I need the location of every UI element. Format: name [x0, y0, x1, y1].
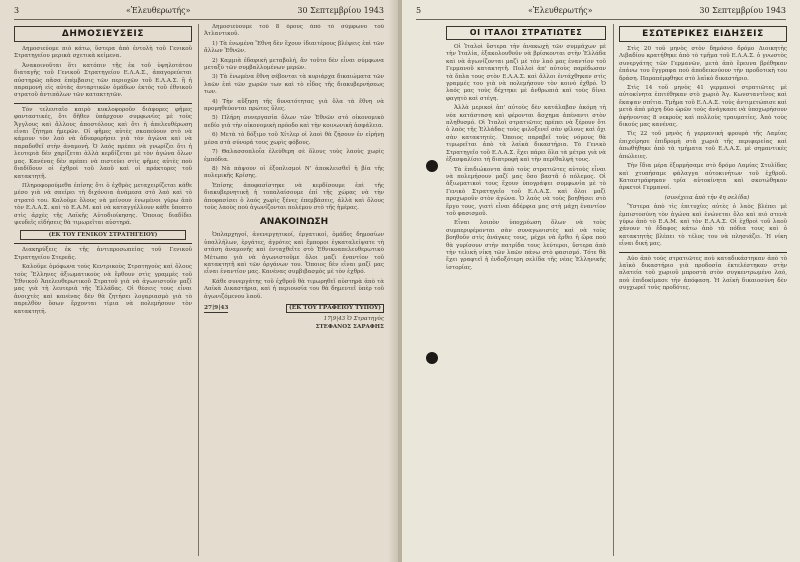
domestic-news-heading: ΕΣΩΤΕΡΙΚΕΣ ΕΙΔΗΣΕΙΣ [619, 26, 787, 42]
right-page-number: 5 [416, 6, 422, 15]
column-divider [613, 24, 614, 556]
signature-date: 17|9|43 [323, 316, 346, 323]
news-paragraph: Στὶς 20 τοῦ μηνὸς στὸν δημόσιο δρόμο Διοικητὴς Λιβαδίου κρατήθηκε ἀπὸ τὸ τμῆμα τοῦ Ε.Λ.Α.Σ. ὁ γνωστὸς συνεργάτης τῶν Γερμανῶν, μετὰ ἀπὸ ἔρευνα βρέθηκαν ἐπάνω του ἔγγραφα ποὺ ἀποδεικνύουν τὴν προδοτικὴ του δράση. Παραπέμφθηκε στὸ λαϊκὸ δικαστήριο. [619, 46, 787, 82]
press-office-label: (ΕΚ ΤΟΥ ΓΡΑΦΕΙΟΥ ΤΥΠΟΥ) [286, 304, 384, 313]
signature-title: Ὁ Στρατηγὸς [347, 316, 384, 323]
charter-item: 4) Τὴν αὔξηση τῆς δυνατότητας γιὰ ὅλα τὰ ἔθνη νὰ προμηθεύονται πρώτες ὕλες. [204, 98, 384, 113]
right-page-date: 30 Σεπτεμβρίου 1943 [699, 6, 786, 15]
right-page [402, 0, 800, 562]
article-paragraph: Ἀλλὰ μερικοὶ ἀπ' αὐτοὺς δὲν κατάλαβαν ἀκόμη τὴ νέα κατάσταση καὶ φέρονται ἄσχημα ἀπέναντι στὸν πληθυσμό. Οἱ Ἰταλοὶ στρατιῶτες πρέπει νὰ ξέρουν ὅτι ὁ λαὸς τῆς Ἑλλάδας τοὺς φιλοξενεῖ σὰν φίλους καὶ ὄχι σὰν κατακτητές. Ὅποιος παραβεῖ τοὺς νόμους θὰ τιμωρεῖται ἀπὸ τὰ λαϊκὰ δικαστήρια. Τὸ Γενικὸ Στρατηγεῖο τοῦ Ε.Λ.Α.Σ. ἔχει πάρει ὅλα τὰ μέτρα γιὰ νὰ ἐξασφαλίσει τὴ διατροφὴ καὶ τὴν περίθαλψή τους. [446, 105, 606, 164]
charter-item: 1) Τὰ ἑνωμένα Ἔθνη δὲν ἔχουν ἰδιαιτέρους βλέψεις ἐπὶ τῶν ἄλλων Ἐθνῶν. [204, 40, 384, 55]
signature-block [204, 316, 384, 331]
announcements-heading: ΔΗΜΟΣΙΕΥΣΕΙΣ [14, 26, 192, 42]
article-paragraph: Ἀνακοινοῦται ὅτι κατόπιν τῆς ἐκ τοῦ ὑψηλοτάτου διαταγῆς τοῦ Γενικοῦ Στρατηγείου Ε.Λ.Α.Σ., ἀπαγορεύεται αὐστηρῶς πᾶσα ἐπέμβασις τῶν περιοχῶν τοῦ Ε.Λ.Α.Σ. ἢ ἡ παραμονὴ εἰς αὐτὰς ἀνταρτικῶν ὁμάδων ἐκτὸς τοῦ ἐθνικοῦ στρατοῦ ἀντιπάλων τῶν κατακτητῶν. [14, 62, 192, 99]
charter-item: 2) Καμμιὰ ἐδαφικὴ μεταβολή, ἂν τοῦτο δὲν εἶναι σύμφωνα μεταξὺ τῶν συμβαλλομένων μερῶν. [204, 57, 384, 72]
charter-item: 8) Νὰ πάψουν οἱ ἐξοπλισμοὶ Ν' ἀποκλεισθεῖ ἡ βία τῆς πολεμικῆς Κρίσης. [204, 165, 384, 180]
binder-hole [426, 352, 438, 364]
news-paragraph: Τὴν ἴδια μέρα ἐξορμήσαμε στὸ δρόμο Λαμίας Στυλίδας καὶ χτυπήσαμε φάλαγγα αὐτοκινήτων τοῦ ἐχθροῦ. Καταστράφηκαν τρία αὐτοκίνητα καὶ σκοτώθηκαν ἀρκετοὶ Γερμανοί. [619, 163, 787, 192]
news-paragraph: Δύο ἀπὸ τοὺς στρατιῶτες ποὺ καταδικάστηκαν ἀπὸ τὸ λαϊκὸ δικαστήριο γιὰ προδοσία ἐκτελέστηκαν στὴν πλατεία τοῦ χωριοῦ μπροστὰ στὸν συγκεντρωμένο λαό, ποὺ ἐπιδοκίμασε τὴν ἀπόφαση. Ἡ λαϊκὴ δικαιοσύνη δὲν συγχωρεῖ τοὺς προδότες. [619, 255, 787, 292]
article-paragraph: Τὰ ἐπιδιώκοντα ἀπὸ τοὺς στρατιῶτες αὐτοὺς εἶναι νὰ πολεμήσουν μαζί μας ὅσο βαστᾶ ὁ πόλεμος. Οἱ ἀξιωματικοὶ τους ἔχουν ὑπογράψει συμφωνία μὲ τὸ Γενικὸ Στρατηγεῖο τοῦ Ε.Λ.Α.Σ. καὶ ὅλοι μαζὶ προχωροῦν στὸν ἀγώνα. Ὁ λαὸς νὰ τοὺς βοηθήσει στὸ ἔργο τους, γιατὶ εἶναι ἀδέρφια μας στὴ μάχη ἐναντίον τοῦ φασισμοῦ. [446, 166, 606, 217]
article-paragraph: Εἶναι λοιπὸν ὑποχρέωση ὅλων νὰ τοὺς συμπεριφέρονται σὰν συναγωνιστὲς καὶ νὰ τοὺς βοηθοῦν στὶς ἀνάγκες τους, μέχρι νὰ ἔρθει ἡ ὥρα ποὺ θὰ γυρίσουν στὴν πατρίδα τους λεύτεροι, ὕστερα ἀπὸ τὴν τελικὴ νίκη τῶν λαῶν πάνω στὸ φασισμό. Τότε θὰ ἔχει γραφτεῖ ἡ ἐνδοξότερη σελίδα τῆς νέας Ἑλληνικῆς ἱστορίας. [446, 220, 606, 271]
charter-item: 3) Τὰ ἑνωμένα ἔθνη σέβονται τὰ κυριάρχα δικαιώματα τῶν λαῶν ἐπὶ τῶν χωρῶν των καὶ τὸ εἶδος τῆς διακυβερνήσεως των. [204, 74, 384, 96]
binder-hole [426, 160, 438, 172]
italian-soldiers-heading: ΟΙ ΙΤΑΛΟΙ ΣΤΡΑΤΙΩΤΕΣ [446, 26, 606, 40]
right-column-2 [619, 24, 787, 556]
article-paragraph: Δημοσιεύομε πιὸ κάτω, ὕστερα ἀπὸ ἐντολὴ τοῦ Γενικοῦ Στρατηγείου μερικὰ σχετικὰ κείμενα. [14, 46, 192, 60]
fold-shadow [388, 0, 398, 562]
signature-name: ΣΤΕΦΑΝΟΣ ΣΑΡΑΦΗΣ [315, 323, 384, 330]
article-paragraph: Πληροφορούμεθα ἐπίσης ὅτι ὁ ἐχθρὸς μεταχειρίζεται κάθε μέσο γιὰ νὰ σπείρει τὴ διχόνοια ἀνάμεσα στὸ λαὸ καὶ τὸ στρατό του. Καλοῦμε ὅλους νὰ μείνουν ἑνωμένοι γύρω ἀπὸ τὸν Ε.Λ.Α.Σ. καὶ τὸ Ε.Α.Μ. καὶ νὰ καταγγέλλουν κάθε ὕποπτο στὶς ἀρχὲς τῆς Λαϊκῆς Αὐτοδιοίκησης. Ὅποιος διαδίδει ψευδεῖς εἰδήσεις θὰ τιμωρεῖται αὐστηρά. [14, 182, 192, 226]
article-paragraph: Δημοσιεύουμε τοῦ 8 ὅρους ἀπὸ τὸ σύμφωνο τοῦ Ἀτλαντικοῦ. [204, 24, 384, 38]
divider [14, 243, 192, 244]
news-paragraph: Τὶς 22 τοῦ μηνὸς ἡ γερμανικὴ φρουρὰ τῆς Λαμίας ἐπιχείρησε ἐπιδρομὴ στὰ χωριὰ τῆς περιφερείας καὶ ἀπωθήθηκε ἀπὸ τὰ τμήματα τοῦ Ε.Λ.Α.Σ. μὲ σημαντικὲς ἀπώλειες. [619, 131, 787, 160]
left-column-2 [204, 24, 384, 556]
article-paragraph: Ὁπλαρχηγοί, ἀνενεργητικοί, ἐργατικοί, ὁμάδες δημοσίων ὑπαλλήλων, ἐργάτες, ἀγρότες καὶ ἔμποροι ἐγκαταλείψατε τὴ στάση ἀναμονῆς καὶ ἐνταχθεῖτε στὸ Ἐθνικοαπελευθερωτικὸ Μέτωπο γιὰ νὰ ἀγωνιστοῦμε ὅλοι μαζὶ ἐναντίον τοῦ κατακτητῆ καὶ τῶν ὀργάνων του. Ὅποιος δὲν εἶναι μαζί μας εἶναι ἐναντίον μας. Κανένας συμβιβασμὸς μὲ τὸν ἐχθρό. [204, 232, 384, 276]
column-divider [198, 24, 199, 556]
article-paragraph: Τὸν τελευταῖο καιρὸ κυκλοφοροῦν διάφορες φῆμες φανταστικές, ὅτι δῆθεν ὑπάρχουν συμφωνίες μὲ τοὺς Ἄγγλους καὶ ἄλλους ἀποστόλους καὶ ὅτι ἡ ἀπελευθέρωση εἶναι ζήτημα ἡμερῶν. Οἱ φῆμες αὐτὲς σκοπεύουν στὸ νὰ κάμουν τὸν λαὸ νὰ ἀδιαφορήσει γιὰ τὸν ἀγώνα καὶ νὰ παραδοθεῖ στὴν ἀναμονή. Ὁ λαὸς πρέπει νὰ γνωρίζει ὅτι ἡ λευτεριὰ δὲν χαρίζεται ἀλλὰ κερδίζεται μὲ τὸν ἀγώνα ὅλων μας. Κανένας δὲν πρέπει νὰ πιστεύει στὶς φῆμες αὐτὲς ποὺ διαδίδουν οἱ ἐχθροὶ τοῦ λαοῦ καὶ οἱ πράκτορες τοῦ κατακτητῆ. [14, 106, 192, 180]
divider [14, 103, 192, 104]
notice-date: 27|9|43 [204, 305, 228, 313]
left-page-date: 30 Σεπτεμβρίου 1943 [297, 6, 384, 15]
news-paragraph: Ὕστερα ἀπὸ τὶς ἐπιτυχίες αὐτὲς ὁ λαὸς βλέπει μὲ ἐμπιστοσύνη τὸν ἀγώνα καὶ ἑνώνεται ὅλο καὶ πιὸ στενὰ γύρω ἀπὸ τὸ Ε.Α.Μ. καὶ τὸν Ε.Λ.Α.Σ. Οἱ ἐχθροὶ τοῦ λαοῦ χάνουν τὸ ἔδαφος κάτω ἀπὸ τὰ πόδια τους καὶ ὁ κατακτητὴς βλέπει τὸ τέλος του νὰ πλησιάζει. Ἡ νίκη εἶναι δική μας. [619, 204, 787, 248]
left-page-masthead: «Ἐλευθερωτής» [125, 6, 191, 15]
right-page-header [416, 6, 786, 20]
charter-item: 6) Μετὰ τὸ δόξιμο τοῦ Χίτλερ οἱ λαοὶ θὰ ζήσουν ἐν εἰρήνῃ μέσα στὰ σύνορά τους χωρὶς φόβους. [204, 132, 384, 146]
charter-item: 5) Πλήρη συνεργασία ὅλων τῶν Ἐθνῶν στὸ οἰκονομικὸ πεδίο γιὰ τὴν οἰκονομικὴ πρόοδο καὶ τὴν κοινωνικὴ ἀσφάλεια. [204, 115, 384, 129]
left-column-1 [14, 24, 192, 556]
notice-heading: ΑΝΑΚΟΙΝΩΣΗ [259, 217, 329, 228]
article-paragraph: Οἱ Ἰταλοὶ ὕστερα τὴν ἀνακωχὴ τῶν συμμάχων μὲ τὴν Ἰταλία, ἐξακολουθοῦν νὰ βρίσκονται στὴν Ἑλλάδα καὶ νὰ ἀγωνίζονται μαζὶ μὲ τὸν λαό μας ἐναντίον τοῦ Γερμανοῦ κατακτητῆ. Πολλοὶ ἀπ' αὐτοὺς παρέδωσαν τὰ ὅπλα τους στὸν Ε.Λ.Α.Σ. καὶ ἄλλοι ἐντάχθηκαν στὶς γραμμές του γιὰ νὰ πολεμήσουν τὸν κοινὸ ἐχθρό. Ὁ λαός μας τοὺς δέχτηκε μὲ ἀνθρωπιὰ καὶ τοὺς δίνει φαγητὸ καὶ στέγη. [446, 44, 606, 102]
right-page-masthead: «Ἐλευθερωτής» [527, 6, 593, 15]
right-column-1 [446, 24, 606, 556]
left-page [0, 0, 398, 562]
left-page-header [14, 6, 384, 20]
article-paragraph: Κάθε συνεργάτης τοῦ ἐχθροῦ θὰ τιμωρηθεῖ αὐστηρὰ ἀπὸ τὰ Λαϊκὰ Δικαστήρια, καὶ ἡ περιουσία του θὰ δημευτεῖ ὑπὲρ τοῦ ἀγωνιζόμενου λαοῦ. [204, 278, 384, 300]
divider [619, 252, 787, 253]
notice-footer [204, 304, 384, 313]
news-paragraph: Στὶς 14 τοῦ μηνὸς 41 γερμανοὶ στρατιῶτες μὲ αὐτοκίνητα ἐπιτέθηκαν στὸ χωριὸ Ἀγ. Κωνσταντῖνος καὶ ἔκαψαν σπίτια. Τμῆμα τοῦ Ε.Λ.Α.Σ. τοὺς ἀντιμετώπισε καὶ μετὰ ἀπὸ μάχη δύο ὡρῶν τοὺς ἀνάγκασε νὰ ὑποχωρήσουν ἀφήνοντας 8 νεκροὺς καὶ πολλοὺς τραυματίες. Ἀπὸ τοὺς δικούς μας κανένας. [619, 85, 787, 129]
article-paragraph: Διακηρύξεις ἐκ τῆς ἀντιπροσωπείας τοῦ Γενικοῦ Στρατηγείου Στερεᾶς. [14, 247, 192, 261]
source-label: (ΕΚ ΤΟΥ ΓΕΝΙΚΟΥ ΣΤΡΑΤΗΓΕΙΟΥ) [20, 230, 186, 240]
article-paragraph: Καλοῦμε ὁμόφωνα τοὺς Κεντρικοὺς Στρατηγοὺς καὶ ὅλους τοὺς Ἕλληνες ἀξιωματικοὺς νὰ ἔρθουν στὶς γραμμὲς τοῦ Ἐθνικοῦ Ἀπελευθερωτικοῦ Στρατοῦ γιὰ νὰ ἀγωνιστοῦν μαζί μας γιὰ τὴ λευτεριὰ τῆς Ἑλλάδας. Οἱ θέσεις τους εἶναι ἀνοιχτὲς καὶ κανένας δὲν θὰ ζητήσει λογαριασμὸ γιὰ τὸ παρελθὸν ὅσων ἔρχονται τίμια νὰ πολεμήσουν τὸν κατακτητή. [14, 264, 192, 315]
article-paragraph: Ἐπίσης ἀποφασίστηκε νὰ κερδίσουμε ἐπὶ τῆς διακυβερνητικῆ ἡ τοπαλαίσουμε ἐπί τῆς χώρας νὰ τὴν ἀποφασίσει ὁ λαός χωρὶς ξένες ἐπεμβάσεις, ἀλλὰ καὶ ὅλους τοὺς λαοὺς ποὺ ἀγωνίζονται πολέμου στὸ τῆς ἡμέρας. [204, 182, 384, 211]
continuation-note: (συνέχεια ἀπὸ τὴν 4η σελίδα) [664, 194, 750, 201]
charter-item: 7) Θαλασσοπλοΐα ἐλεύθερη σὲ ὅλους τοὺς λαοὺς χωρὶς ἐμπόδια. [204, 149, 384, 163]
left-page-number: 3 [14, 6, 20, 15]
